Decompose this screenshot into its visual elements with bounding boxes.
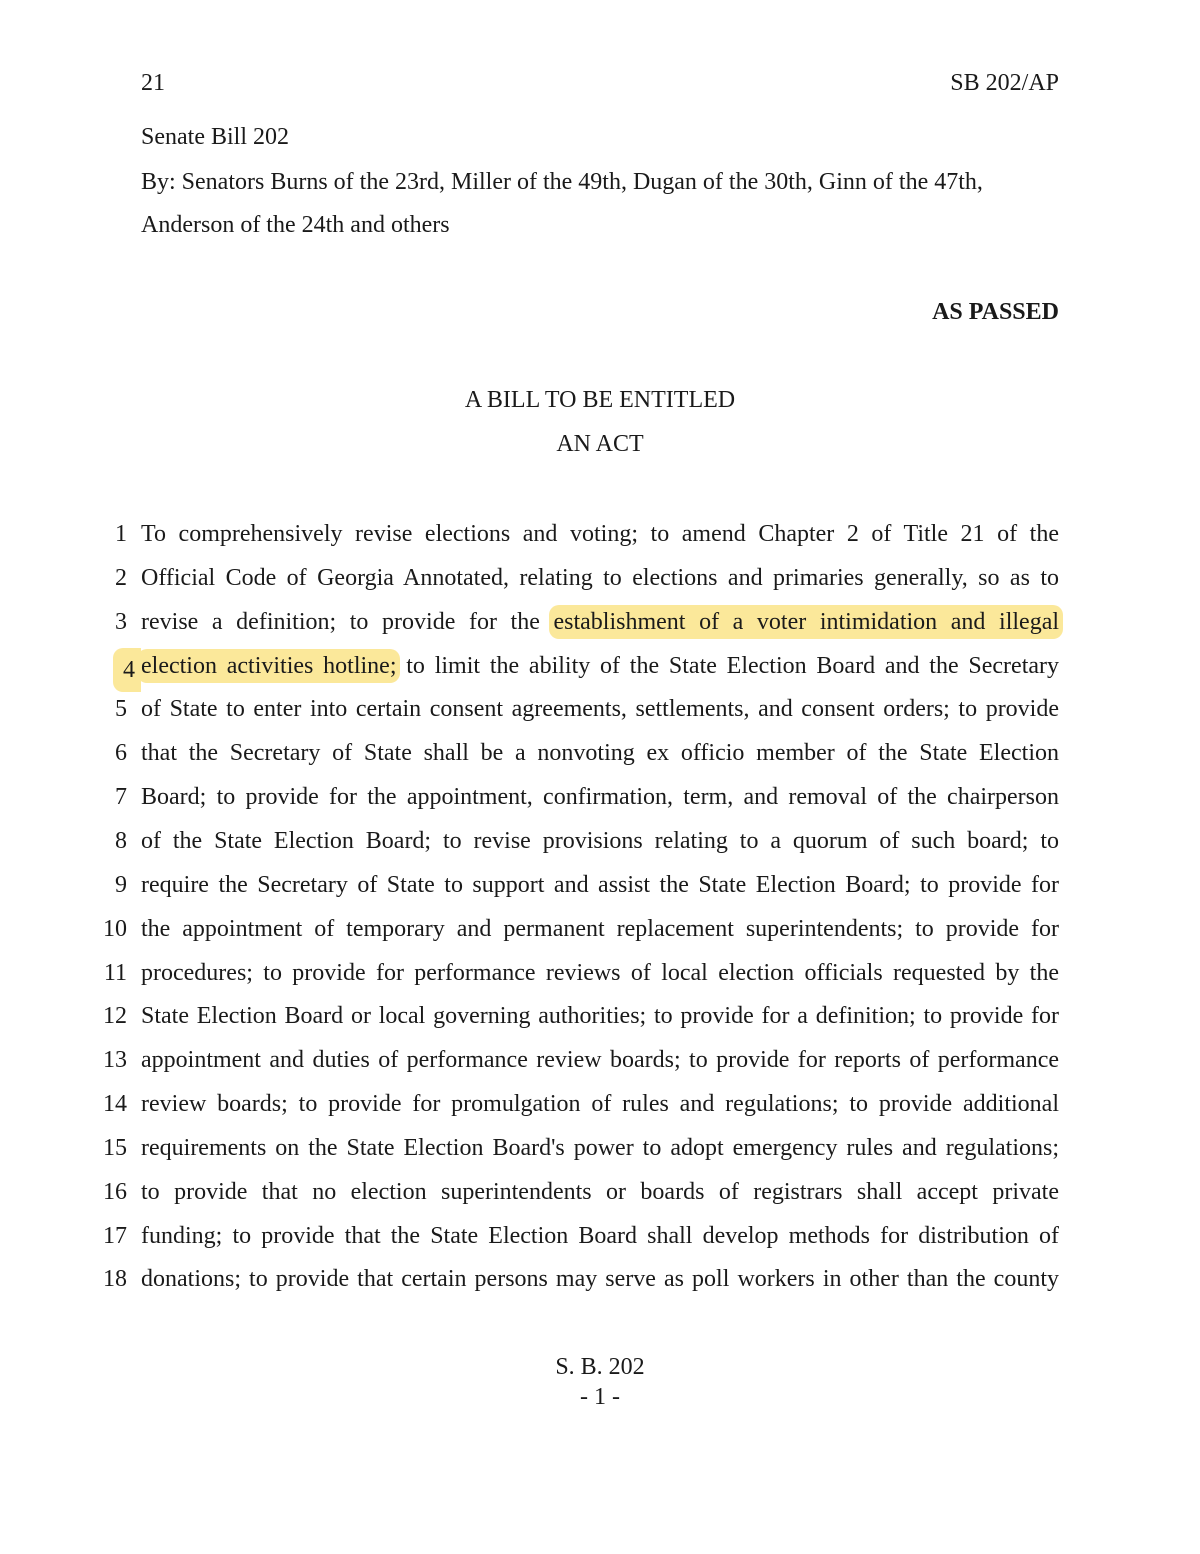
line-number: 13 [103,1047,127,1074]
line-text: the appointment of temporary and permanent replacement superintendents; to provide for [141,915,1059,942]
line-text-pre: revise a definition; to provide for the [141,608,540,635]
line-3 [0,604,1200,640]
line-2 [0,560,1200,596]
highlighted-text: establishment of a voter intimidation and illegal [549,605,1063,639]
footer-page-number: - 1 - [580,1384,620,1410]
line-text [141,648,1059,684]
line-4 [0,648,1200,684]
line-number: 3 [115,608,127,635]
line-17 [0,1218,1200,1254]
line-text: of the State Election Board; to revise provisions relating to a quorum of such board; to [141,827,1059,854]
line-8 [0,823,1200,859]
line-7 [0,779,1200,815]
line-number: 1 [115,521,127,547]
footer-bill-ref: S. B. 202 [555,1354,645,1380]
line-number: 10 [103,915,127,942]
line-14 [0,1086,1200,1122]
line-number: 15 [103,1134,127,1161]
line-text: Board; to provide for the appointment, confirmation, term, and removal of the chairperson [141,784,1059,811]
line-number: 8 [115,827,127,854]
line-11 [0,955,1200,991]
line-text: Official Code of Georgia Annotated, relating to elections and primaries generally, so as to [141,564,1059,591]
heading-bill-entitled: A BILL TO BE ENTITLED [464,387,736,413]
line-text: require the Secretary of State to support and assist the State Election Board; to provide for [141,871,1059,898]
line-number: 12 [103,1003,127,1030]
line-text-post: to limit the ability of the State Election Board and the Secretary [406,652,1060,679]
line-text: funding; to provide that the State Election Board shall develop methods for distribution of [141,1222,1059,1249]
line-number: 9 [115,871,127,898]
line-text: review boards; to provide for promulgation of rules and regulations; to provide additional [141,1091,1059,1118]
highlighted-text: election activities hotline; [137,649,400,683]
line-text: to provide that no election superintendents or boards of registrars shall accept private [141,1178,1059,1205]
line-text: requirements on the State Election Board's power to adopt emergency rules and regulations; [141,1134,1059,1161]
line-number: 4 [113,648,141,692]
page-number: 21 [141,70,165,96]
line-1 [0,516,1200,552]
line-15 [0,1130,1200,1166]
line-text: State Election Board or local governing authorities; to provide for a definition; to provide for [141,1003,1059,1030]
sponsors-line-2: Anderson of the 24th and others [141,212,450,238]
line-number: 7 [115,784,127,811]
line-number: 2 [115,564,127,591]
status-label: AS PASSED [932,299,1059,325]
line-text: that the Secretary of State shall be a nonvoting ex officio member of the State Election [141,740,1059,767]
line-5 [0,691,1200,727]
line-6 [0,735,1200,771]
sponsors-line-1: By: Senators Burns of the 23rd, Miller of the 49th, Dugan of the 30th, Ginn of the 47th, [141,169,983,195]
line-18 [0,1261,1200,1297]
heading-an-act: AN ACT [556,431,644,457]
bill-title: Senate Bill 202 [141,124,289,150]
line-text: procedures; to provide for performance reviews of local election officials requested by the [141,959,1059,986]
line-number: 18 [103,1266,127,1293]
line-text: appointment and duties of performance review boards; to provide for reports of performance [141,1047,1059,1074]
line-10 [0,911,1200,947]
line-9 [0,867,1200,903]
line-16 [0,1174,1200,1210]
line-number: 17 [103,1222,127,1249]
bill-code: SB 202/AP [950,70,1059,96]
line-12 [0,998,1200,1034]
line-13 [0,1042,1200,1078]
line-number: 16 [103,1178,127,1205]
line-number: 11 [103,959,127,986]
line-text [141,604,1059,640]
line-text: of State to enter into certain consent agreements, settlements, and consent orders; to provide [141,696,1059,723]
line-number: 14 [103,1091,127,1118]
line-text: donations; to provide that certain persons may serve as poll workers in other than the county [141,1266,1059,1293]
line-number: 6 [115,740,127,767]
line-text: To comprehensively revise elections and voting; to amend Chapter 2 of Title 21 of the [141,521,1059,547]
line-number: 5 [115,696,127,723]
